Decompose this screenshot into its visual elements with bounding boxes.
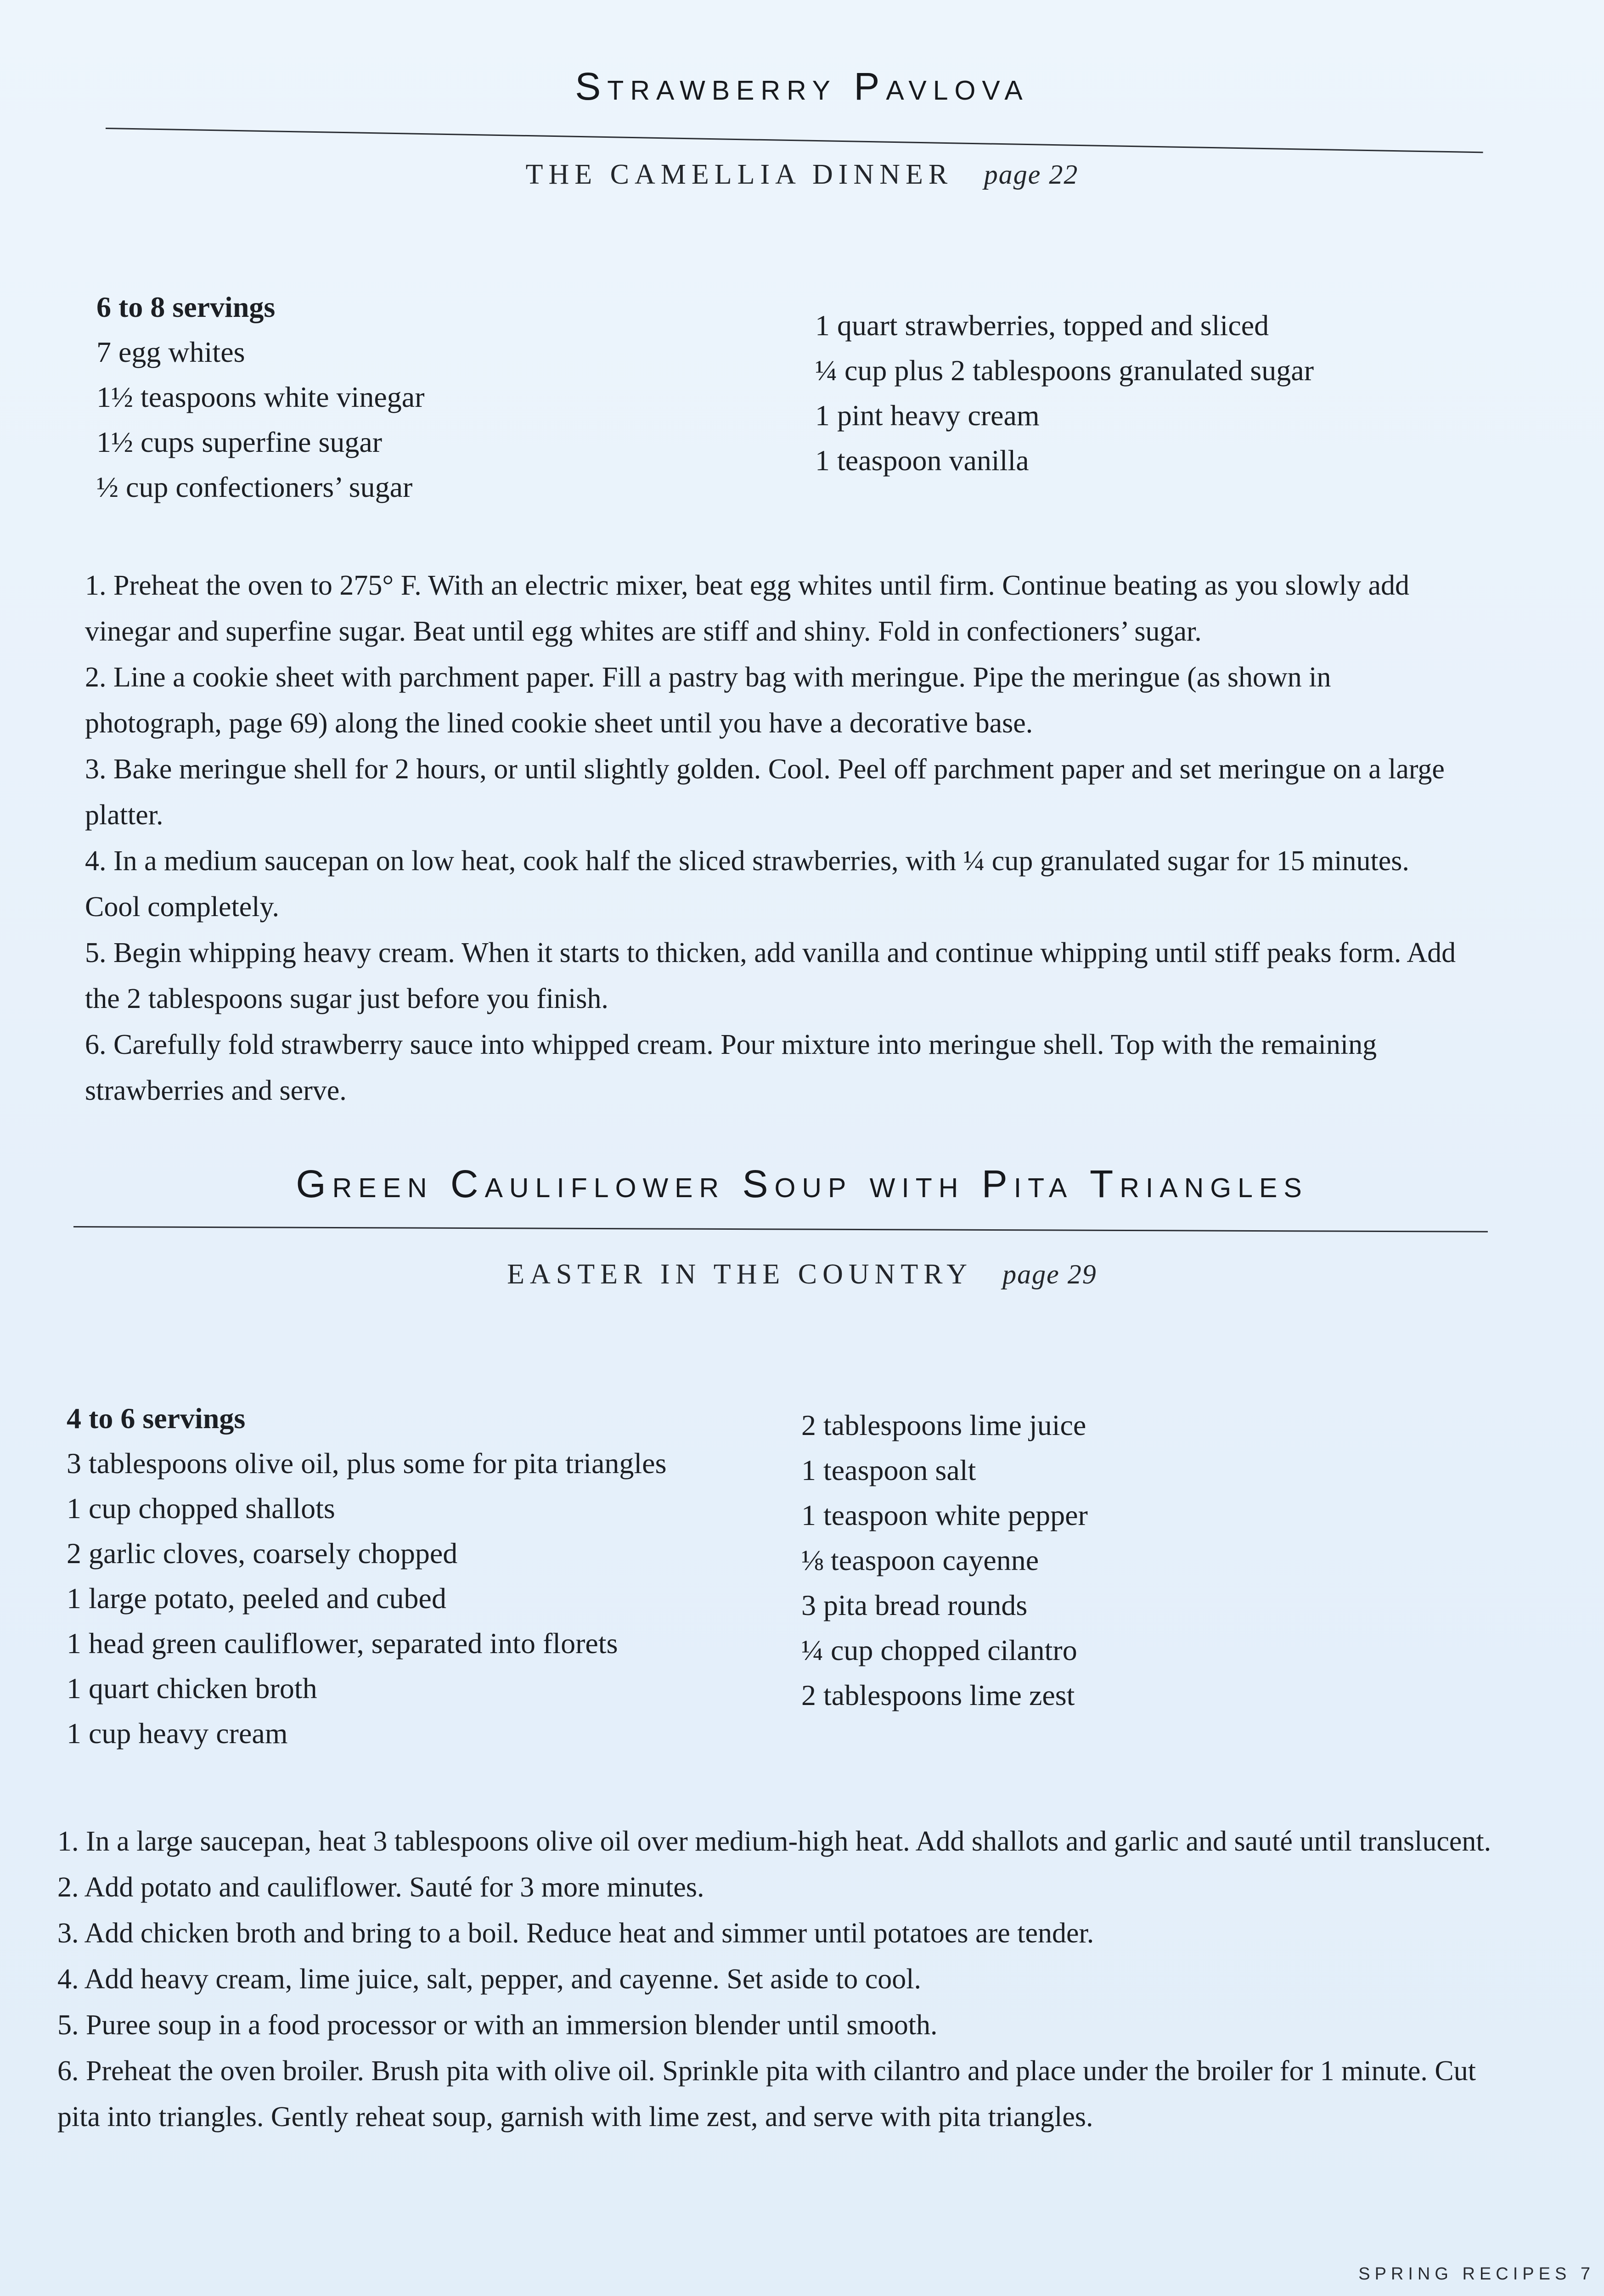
ingredient: 1 head green cauliflower, separated into florets [67, 1627, 618, 1660]
ingredients-left [96, 285, 785, 510]
method-steps [57, 1818, 1495, 2140]
ingredient: 2 garlic cloves, coarsely chopped [67, 1537, 458, 1570]
servings: 4 to 6 servings [67, 1402, 246, 1435]
step: 2. Add potato and cauliflower. Sauté for 3 more minutes. [57, 1872, 704, 1903]
ingredients-left [67, 1396, 783, 1756]
ingredient: ½ cup confectioners’ sugar [96, 471, 413, 503]
step: 6. Carefully fold strawberry sauce into whipped cream. Pour mixture into meringue shell. Top with the remaining strawberries and serve. [85, 1029, 1377, 1106]
step: 3. Add chicken broth and bring to a boil. Reduce heat and simmer until potatoes are tender. [57, 1918, 1094, 1949]
ingredient: 1 quart chicken broth [67, 1672, 317, 1705]
ingredient: 2 tablespoons lime zest [801, 1679, 1075, 1711]
title-rule [73, 1226, 1488, 1232]
ingredient: ⅛ teaspoon cayenne [801, 1544, 1039, 1576]
ingredient: 1 cup chopped shallots [67, 1492, 335, 1525]
ingredient: 1 large potato, peeled and cubed [67, 1582, 446, 1615]
occasion-name: THE CAMELLIA DINNER [525, 159, 953, 190]
step: 5. Puree soup in a food processor or with an immersion blender until smooth. [57, 2009, 938, 2041]
title-rule [106, 128, 1483, 153]
step: 4. Add heavy cream, lime juice, salt, pepper, and cayenne. Set aside to cool. [57, 1964, 921, 1995]
method-steps [85, 563, 1467, 1114]
ingredient: 3 tablespoons olive oil, plus some for pita triangles [67, 1447, 667, 1480]
page-footer: SPRING RECIPES 7 [1358, 2264, 1595, 2284]
ingredient: 7 egg whites [96, 336, 245, 368]
page-reference: page 22 [984, 159, 1079, 190]
ingredient: 3 pita bread rounds [801, 1589, 1028, 1621]
servings: 6 to 8 servings [96, 291, 276, 323]
step: 4. In a medium saucepan on low heat, cook half the sliced strawberries, with ¼ cup granulated sugar for 15 minutes. Cool completely. [85, 845, 1409, 923]
ingredient: 1 pint heavy cream [815, 399, 1040, 432]
ingredient: 1½ cups superfine sugar [96, 426, 383, 458]
recipe-title: Strawberry Pavlova [575, 65, 1029, 108]
occasion-name: EASTER IN THE COUNTRY [507, 1259, 972, 1290]
ingredient: 1 teaspoon salt [801, 1454, 976, 1486]
page-reference: page 29 [1002, 1259, 1097, 1289]
ingredient: 1 cup heavy cream [67, 1717, 288, 1750]
step: 3. Bake meringue shell for 2 hours, or until slightly golden. Cool. Peel off parchment paper and set meringue on a large platter. [85, 754, 1445, 831]
ingredient: ¼ cup chopped cilantro [801, 1634, 1077, 1666]
ingredient: 1 teaspoon white pepper [801, 1499, 1088, 1531]
step: 1. Preheat the oven to 275° F. With an electric mixer, beat egg whites until firm. Continue beating as you slowly add vinegar and superfine sugar. Beat until egg whites are stiff and shiny. Fold in confectioners’ sugar. [85, 570, 1410, 647]
occasion-line [0, 158, 1604, 191]
occasion-line [0, 1258, 1604, 1291]
ingredient: ¼ cup plus 2 tablespoons granulated sugar [815, 354, 1314, 387]
step: 2. Line a cookie sheet with parchment paper. Fill a pastry bag with meringue. Pipe the meringue (as shown in photograph, page 69) along the lined cookie sheet until you have a decorative base. [85, 662, 1331, 739]
step: 6. Preheat the oven broiler. Brush pita with olive oil. Sprinkle pita with cilantro and place under the broiler for 1 minute. Cut pita into triangles. Gently reheat soup, garnish with lime zest, and serve with pita triangles. [57, 2055, 1476, 2133]
step: 5. Begin whipping heavy cream. When it starts to thicken, add vanilla and continue whipping until stiff peaks form. Add the 2 tablespoons sugar just before you finish. [85, 937, 1456, 1014]
step: 1. In a large saucepan, heat 3 tablespoons olive oil over medium-high heat. Add shallots and garlic and sauté until translucent. [57, 1826, 1491, 1857]
ingredient: 2 tablespoons lime juice [801, 1409, 1086, 1441]
ingredient: 1 teaspoon vanilla [815, 444, 1029, 477]
ingredients-right [801, 1403, 1490, 1718]
recipe-title: Green Cauliflower Soup with Pita Triangles [296, 1162, 1308, 1205]
ingredient: 1 quart strawberries, topped and sliced [815, 309, 1269, 342]
ingredient: 1½ teaspoons white vinegar [96, 381, 425, 413]
ingredients-right [815, 303, 1504, 483]
